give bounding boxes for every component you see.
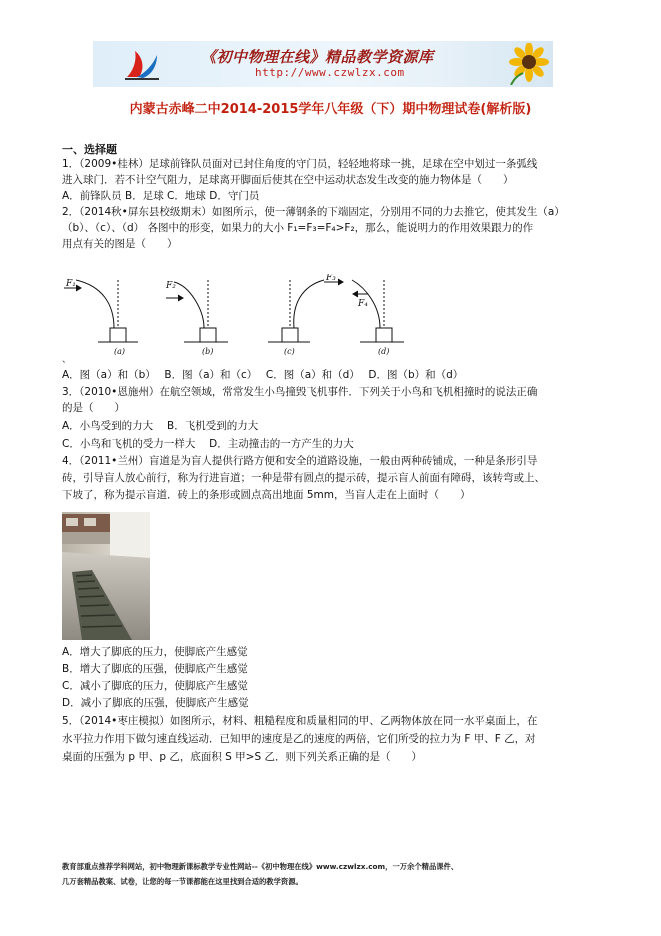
force-label-f4: F₄	[358, 299, 368, 309]
caption-d: (d)	[378, 347, 390, 356]
q1-line2: 进入球门．若不计空气阻力，足球离开脚面后使其在空中运动状态发生改变的施力物体是（ ）	[62, 174, 514, 186]
site-logo-icon	[123, 47, 161, 81]
tactile-paving-photo	[62, 512, 150, 640]
q5-line1: 5．（2014•枣庄模拟）如图所示，材料、粗糙程度和质量相同的甲、乙两物体放在同一水平桌面上，在	[62, 715, 538, 727]
q2-options: A．图（a）和（b） B．图（a）和（c） C．图（a）和（d） D．图（b）和（d）	[62, 369, 464, 381]
q4-line3: 下坡了，称为提示盲道．砖上的条形或圆点高出地面 5mm，当盲人走在上面时（ ）	[62, 489, 471, 501]
q2-line2: （b）、（c）、（d） 各图中的形变，如果力的大小 F₁=F₃=F₄>F₂，那么，能说明力的作用效果跟力的作	[62, 222, 534, 234]
banner-brand: 《初中物理在线》精品教学资源库	[201, 48, 434, 66]
q1-options: A．前锋队员 B．足球 C．地球 D．守门员	[62, 190, 260, 202]
caption-b: (b)	[202, 347, 214, 356]
q3-line2: 的是（ ）	[62, 402, 125, 414]
q5-line2: 水平拉力作用下做匀速直线运动．已知甲的速度是乙的速度的两倍，它们所受的拉力为 F 甲、F 乙，对	[62, 733, 536, 745]
sunflower-icon	[505, 43, 551, 85]
caption-a: (a)	[114, 347, 126, 356]
stray-mark: 、	[62, 355, 72, 365]
q5-line3: 桌面的压强为 p 甲、p 乙，底面积 S 甲>S 乙．则下列关系正确的是（ ）	[62, 751, 422, 763]
figure-c	[268, 279, 343, 342]
header-banner	[93, 41, 553, 87]
caption-c: (c)	[284, 347, 295, 356]
force-label-f3: F₃	[326, 274, 336, 283]
q2-line3: 用点有关的图是（ ）	[62, 238, 178, 250]
q4-line2: 砖，引导盲人放心前行，称为行进盲道；一种是带有圆点的提示砖，提示盲人前面有障碍，该转弯或上、	[62, 472, 545, 484]
footer-line2: 几万套精品教案、试卷，让您的每一节课都能在这里找到合适的教学资源。	[62, 877, 303, 886]
footer-line1: 教育部重点推荐学科网站，初中物理新课标教学专业性网站--《初中物理在线》www.czwlzx.com，一万余个精品课件、	[62, 862, 459, 871]
q1-line1: 1．（2009•桂林）足球前锋队员面对已封住角度的守门员，轻轻地将球一挑，足球在空中划过一条弧线	[62, 158, 538, 170]
steel-strip-figure	[62, 274, 414, 358]
q3-line1: 3．（2010•恩施州）在航空领域，常常发生小鸟撞毁飞机事件．下列关于小鸟和飞机相撞时的说法正确	[62, 386, 538, 398]
q3-options-cd: C．小鸟和飞机的受力一样大 D．主动撞击的一方产生的力大	[62, 438, 354, 450]
q4-option-c: C．减小了脚底的压力，使脚底产生感觉	[62, 680, 248, 692]
q4-option-a: A．增大了脚底的压力，使脚底产生感觉	[62, 646, 248, 658]
force-label-f2: F₂	[166, 281, 176, 291]
figure-d	[352, 280, 404, 342]
q4-option-b: B．增大了脚底的压强，使脚底产生感觉	[62, 663, 248, 675]
force-label-f1: F₁	[66, 279, 76, 289]
banner-url[interactable]: http://www.czwlzx.com	[255, 66, 405, 79]
q4-option-d: D．减小了脚底的压强，使脚底产生感觉	[62, 697, 249, 709]
q4-line1: 4．（2011•兰州）盲道是为盲人提供行路方便和安全的道路设施，一般由两种砖铺成，一种是条形引导	[62, 455, 538, 467]
q3-options-ab: A．小鸟受到的力大 B．飞机受到的力大	[62, 420, 259, 432]
figure-a	[64, 280, 138, 342]
page-title: 内蒙古赤峰二中2014-2015学年八年级（下）期中物理试卷(解析版)	[129, 102, 532, 117]
section-heading: 一、选择题	[62, 143, 117, 156]
q2-line1: 2．（2014秋•屏东县校级期末）如图所示，使一薄钢条的下端固定，分别用不同的力去推它，使其发生（a）	[62, 206, 565, 218]
